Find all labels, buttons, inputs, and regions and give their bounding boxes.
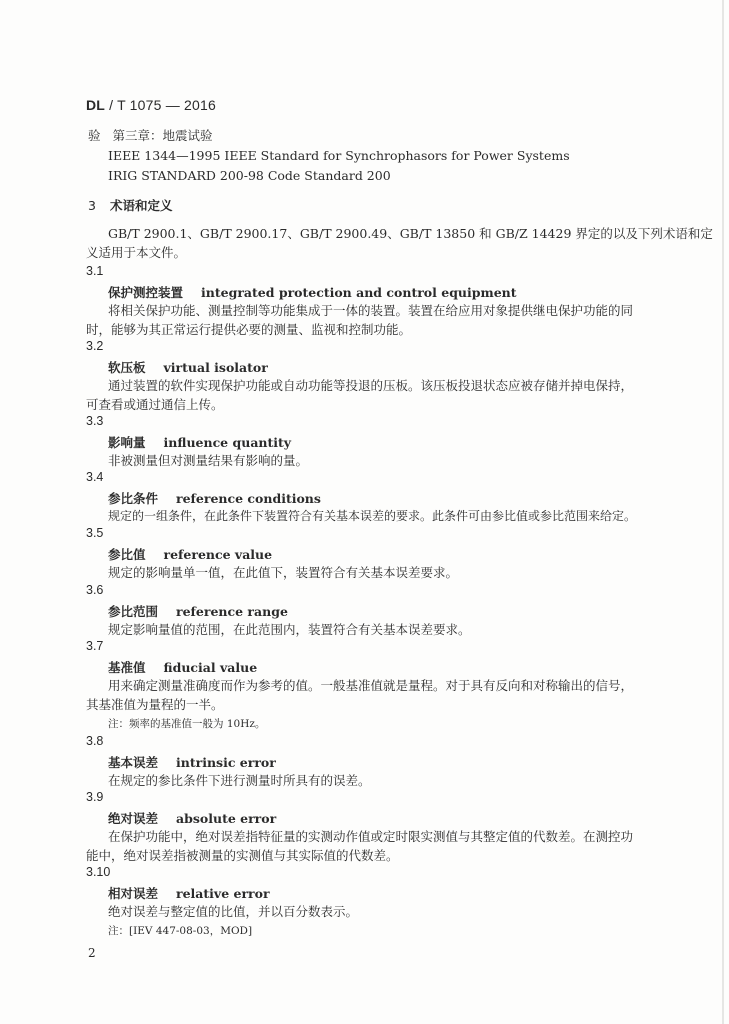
term-chinese: 绝对误差	[108, 811, 159, 826]
term-note: 注：频率的基准值一般为 10Hz。	[108, 718, 266, 730]
term-english: reference value	[163, 547, 273, 562]
term-chinese: 参比条件	[108, 491, 159, 506]
reference-ieee-1344: IEEE 1344—1995 IEEE Standard for Synchrophasors for Power Systems	[108, 148, 570, 163]
standard-code-header	[86, 97, 216, 113]
term-chinese: 参比值	[108, 547, 146, 562]
intro-line-1: GB/T 2900.1、GB/T 2900.17、GB/T 2900.49、GB/T 13850 和 GB/Z 14429 界定的以及下列术语和定	[108, 226, 713, 241]
term-definition-cont: 时，能够为其正常运行提供必要的测量、监视和控制功能。	[86, 322, 412, 337]
term-definition: 规定的一组条件，在此条件下装置符合有关基本误差的要求。此条件可由参比值或参比范围来给定。	[108, 509, 637, 523]
header-code: DL	[86, 97, 106, 113]
term-number: 3.4	[86, 470, 104, 484]
term-definition: 将相关保护功能、测量控制等功能集成于一体的装置。装置在给应用对象提供继电保护功能的同	[108, 303, 634, 318]
term-number: 3.8	[86, 734, 104, 748]
term-chinese: 参比范围	[108, 604, 159, 619]
term-definition-cont: 其基准值为量程的一半。	[86, 697, 224, 712]
term-definition: 非被测量但对测量结果有影响的量。	[108, 453, 309, 468]
header-code-rest: / T 1075 — 2016	[105, 97, 216, 113]
term-heading	[108, 657, 257, 676]
term-english: virtual isolator	[163, 360, 268, 375]
continued-chapter: 第三章：地震试验	[112, 128, 213, 143]
term-number: 3.7	[86, 639, 104, 653]
page-number: 2	[88, 946, 96, 960]
intro-line-2: 义适用于本文件。	[86, 245, 187, 260]
term-english: reference conditions	[176, 491, 321, 506]
term-chinese: 基准值	[108, 660, 146, 675]
term-heading	[108, 357, 268, 376]
term-chinese: 软压板	[108, 360, 146, 375]
term-note: 注：[IEV 447-08-03，MOD]	[108, 925, 253, 937]
term-number: 3.10	[86, 865, 111, 879]
reference-irig-200: IRIG STANDARD 200-98 Code Standard 200	[108, 168, 391, 183]
term-definition: 通过装置的软件实现保护功能或自动功能等投退的压板。该压板投退状态应被存储并掉电保持，	[108, 378, 634, 393]
term-definition: 绝对误差与整定值的比值，并以百分数表示。	[108, 904, 359, 919]
term-english: absolute error	[176, 811, 277, 826]
term-heading	[108, 601, 288, 620]
term-number: 3.9	[86, 790, 104, 804]
term-definition: 用来确定测量准确度而作为参考的值。一般基准值就是量程。对于具有反向和对称输出的信号，	[108, 678, 634, 693]
term-english: influence quantity	[163, 435, 292, 450]
term-chinese: 基本误差	[108, 755, 159, 770]
term-heading	[108, 752, 276, 771]
term-heading	[108, 883, 270, 902]
section-heading	[88, 196, 172, 214]
term-definition-cont: 可查看或通过通信上传。	[86, 397, 224, 412]
term-english: fiducial value	[163, 660, 258, 675]
term-definition: 在保护功能中，绝对误差指特征量的实测动作值或定时限实测值与其整定值的代数差。在测控功	[108, 829, 634, 844]
term-chinese: 影响量	[108, 435, 146, 450]
continued-lead: 验	[88, 128, 101, 143]
term-definition-cont: 能中，绝对误差指被测量的实测值与其实际值的代数差。	[86, 848, 399, 863]
term-number: 3.2	[86, 339, 104, 353]
term-number: 3.1	[86, 264, 104, 278]
term-english: integrated protection and control equipment	[201, 285, 517, 300]
term-definition: 规定影响量值的范围，在此范围内，装置符合有关基本误差要求。	[108, 622, 471, 637]
section-title: 术语和定义	[109, 198, 173, 213]
term-english: reference range	[176, 604, 288, 619]
term-heading	[108, 544, 272, 563]
term-heading	[108, 432, 291, 451]
term-heading	[108, 808, 276, 827]
term-definition: 规定的影响量单一值，在此值下，装置符合有关基本误差要求。	[108, 565, 459, 580]
term-english: relative error	[176, 886, 270, 901]
page-edge-shadow	[722, 0, 724, 1024]
continued-line	[88, 126, 213, 144]
term-number: 3.3	[86, 414, 104, 428]
term-definition: 在规定的参比条件下进行测量时所具有的误差。	[108, 773, 371, 788]
term-english: intrinsic error	[176, 755, 276, 770]
term-chinese: 相对误差	[108, 886, 159, 901]
term-number: 3.6	[86, 583, 104, 597]
term-chinese: 保护测控装置	[108, 285, 184, 300]
term-heading	[108, 488, 321, 507]
section-number: 3	[88, 198, 96, 213]
term-number: 3.5	[86, 526, 104, 540]
term-heading	[108, 282, 517, 301]
